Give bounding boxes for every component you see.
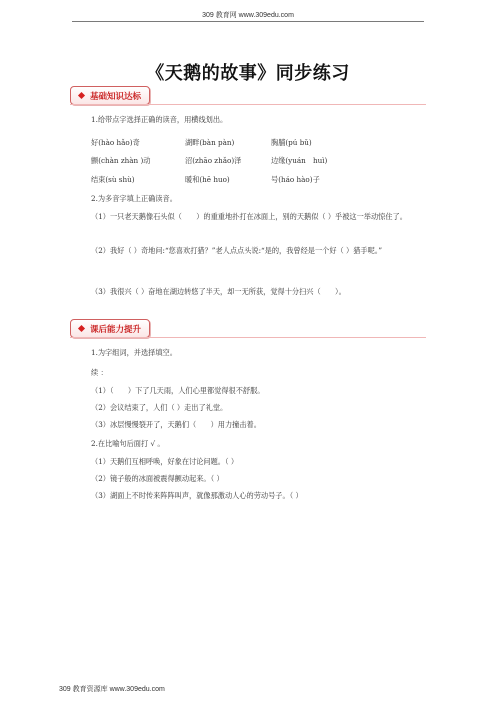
section-basic-label: 基础知识达标 xyxy=(90,91,142,102)
question-2-item-2: （2）我好（ ）奇地问:“您喜欢打猎？”老人点点头说:“是的，我曾经是一个好（ ）猎手呢。” xyxy=(91,246,383,255)
diamond-icon xyxy=(78,325,85,332)
page-title: 《天鹅的故事》同步练习 xyxy=(146,63,350,84)
section-divider xyxy=(70,104,426,105)
section-divider xyxy=(70,337,426,338)
section2-q2-item: （3）湖面上不时传来阵阵叫声，就像那激动人心的劳动号子。（ ） xyxy=(91,491,303,500)
section-advanced-band xyxy=(70,319,426,339)
pinyin-item: 湖畔(bàn pàn) xyxy=(185,138,235,147)
section2-q2-item: （1）天鹅们互相呼唤，好象在讨论问题。（ ） xyxy=(91,457,239,466)
page-footer: 309 教育资源库 www.309edu.com xyxy=(59,686,165,693)
question-2-item-1: （1）一只老天鹅像石头似（ ）的重重地扑打在冰面上，别的天鹅似（ ）乎被这一举动惊住了。 xyxy=(91,212,407,221)
section-basic-badge xyxy=(70,86,150,105)
section2-q1-item: （3）冰层慢慢裂开了，天鹅们（ ）用力撞击着。 xyxy=(91,420,261,429)
section2-q1-item: （2）会议结束了，人们（ ）走出了礼堂。 xyxy=(91,403,228,412)
pinyin-item: 边缘(yuán huì) xyxy=(271,156,328,165)
section2-question-1-prompt: 1.为字组词，并选择填空。 xyxy=(91,348,177,357)
section-basic-band xyxy=(70,86,426,106)
question-2-prompt: 2.为多音字填上正确读音。 xyxy=(91,194,177,203)
pinyin-item: 胸脯(pú bǔ) xyxy=(271,138,312,147)
section2-q1-item: （1）（ ）下了几天雨，人们心里都觉得很不舒服。 xyxy=(91,386,265,395)
diamond-icon xyxy=(78,92,85,99)
question-1-prompt: 1.给带点字选择正确的读音，用横线划出。 xyxy=(91,115,228,124)
section2-question-2-prompt: 2.在比喻句后面打 √ 。 xyxy=(91,439,165,448)
pinyin-item: 沼(zhāo zhǎo)泽 xyxy=(185,156,242,165)
question-2-item-3: （3）我很兴（ ）奋地在湖边转悠了半天，却一无所获，觉得十分扫兴（ ）。 xyxy=(91,287,346,296)
pinyin-item: 颤(chàn zhàn )动 xyxy=(91,156,151,165)
pinyin-item: 结束(sù shù) xyxy=(91,175,135,184)
section-advanced-badge xyxy=(70,319,150,338)
pinyin-item: 号(háo hào)子 xyxy=(271,175,320,184)
pinyin-item: 暖和(hē huo) xyxy=(185,175,230,184)
pinyin-item: 好(hào hǎo)奇 xyxy=(91,138,140,147)
section2-q2-item: （2）镜子般的冰面被震得颤动起来。（ ） xyxy=(91,474,224,483)
page-header: 309 教育网 www.309edu.com xyxy=(202,12,294,19)
section2-question-1-char: 续 ： xyxy=(91,368,108,377)
section-advanced-label: 课后能力提升 xyxy=(90,324,142,335)
header-divider xyxy=(72,21,424,22)
